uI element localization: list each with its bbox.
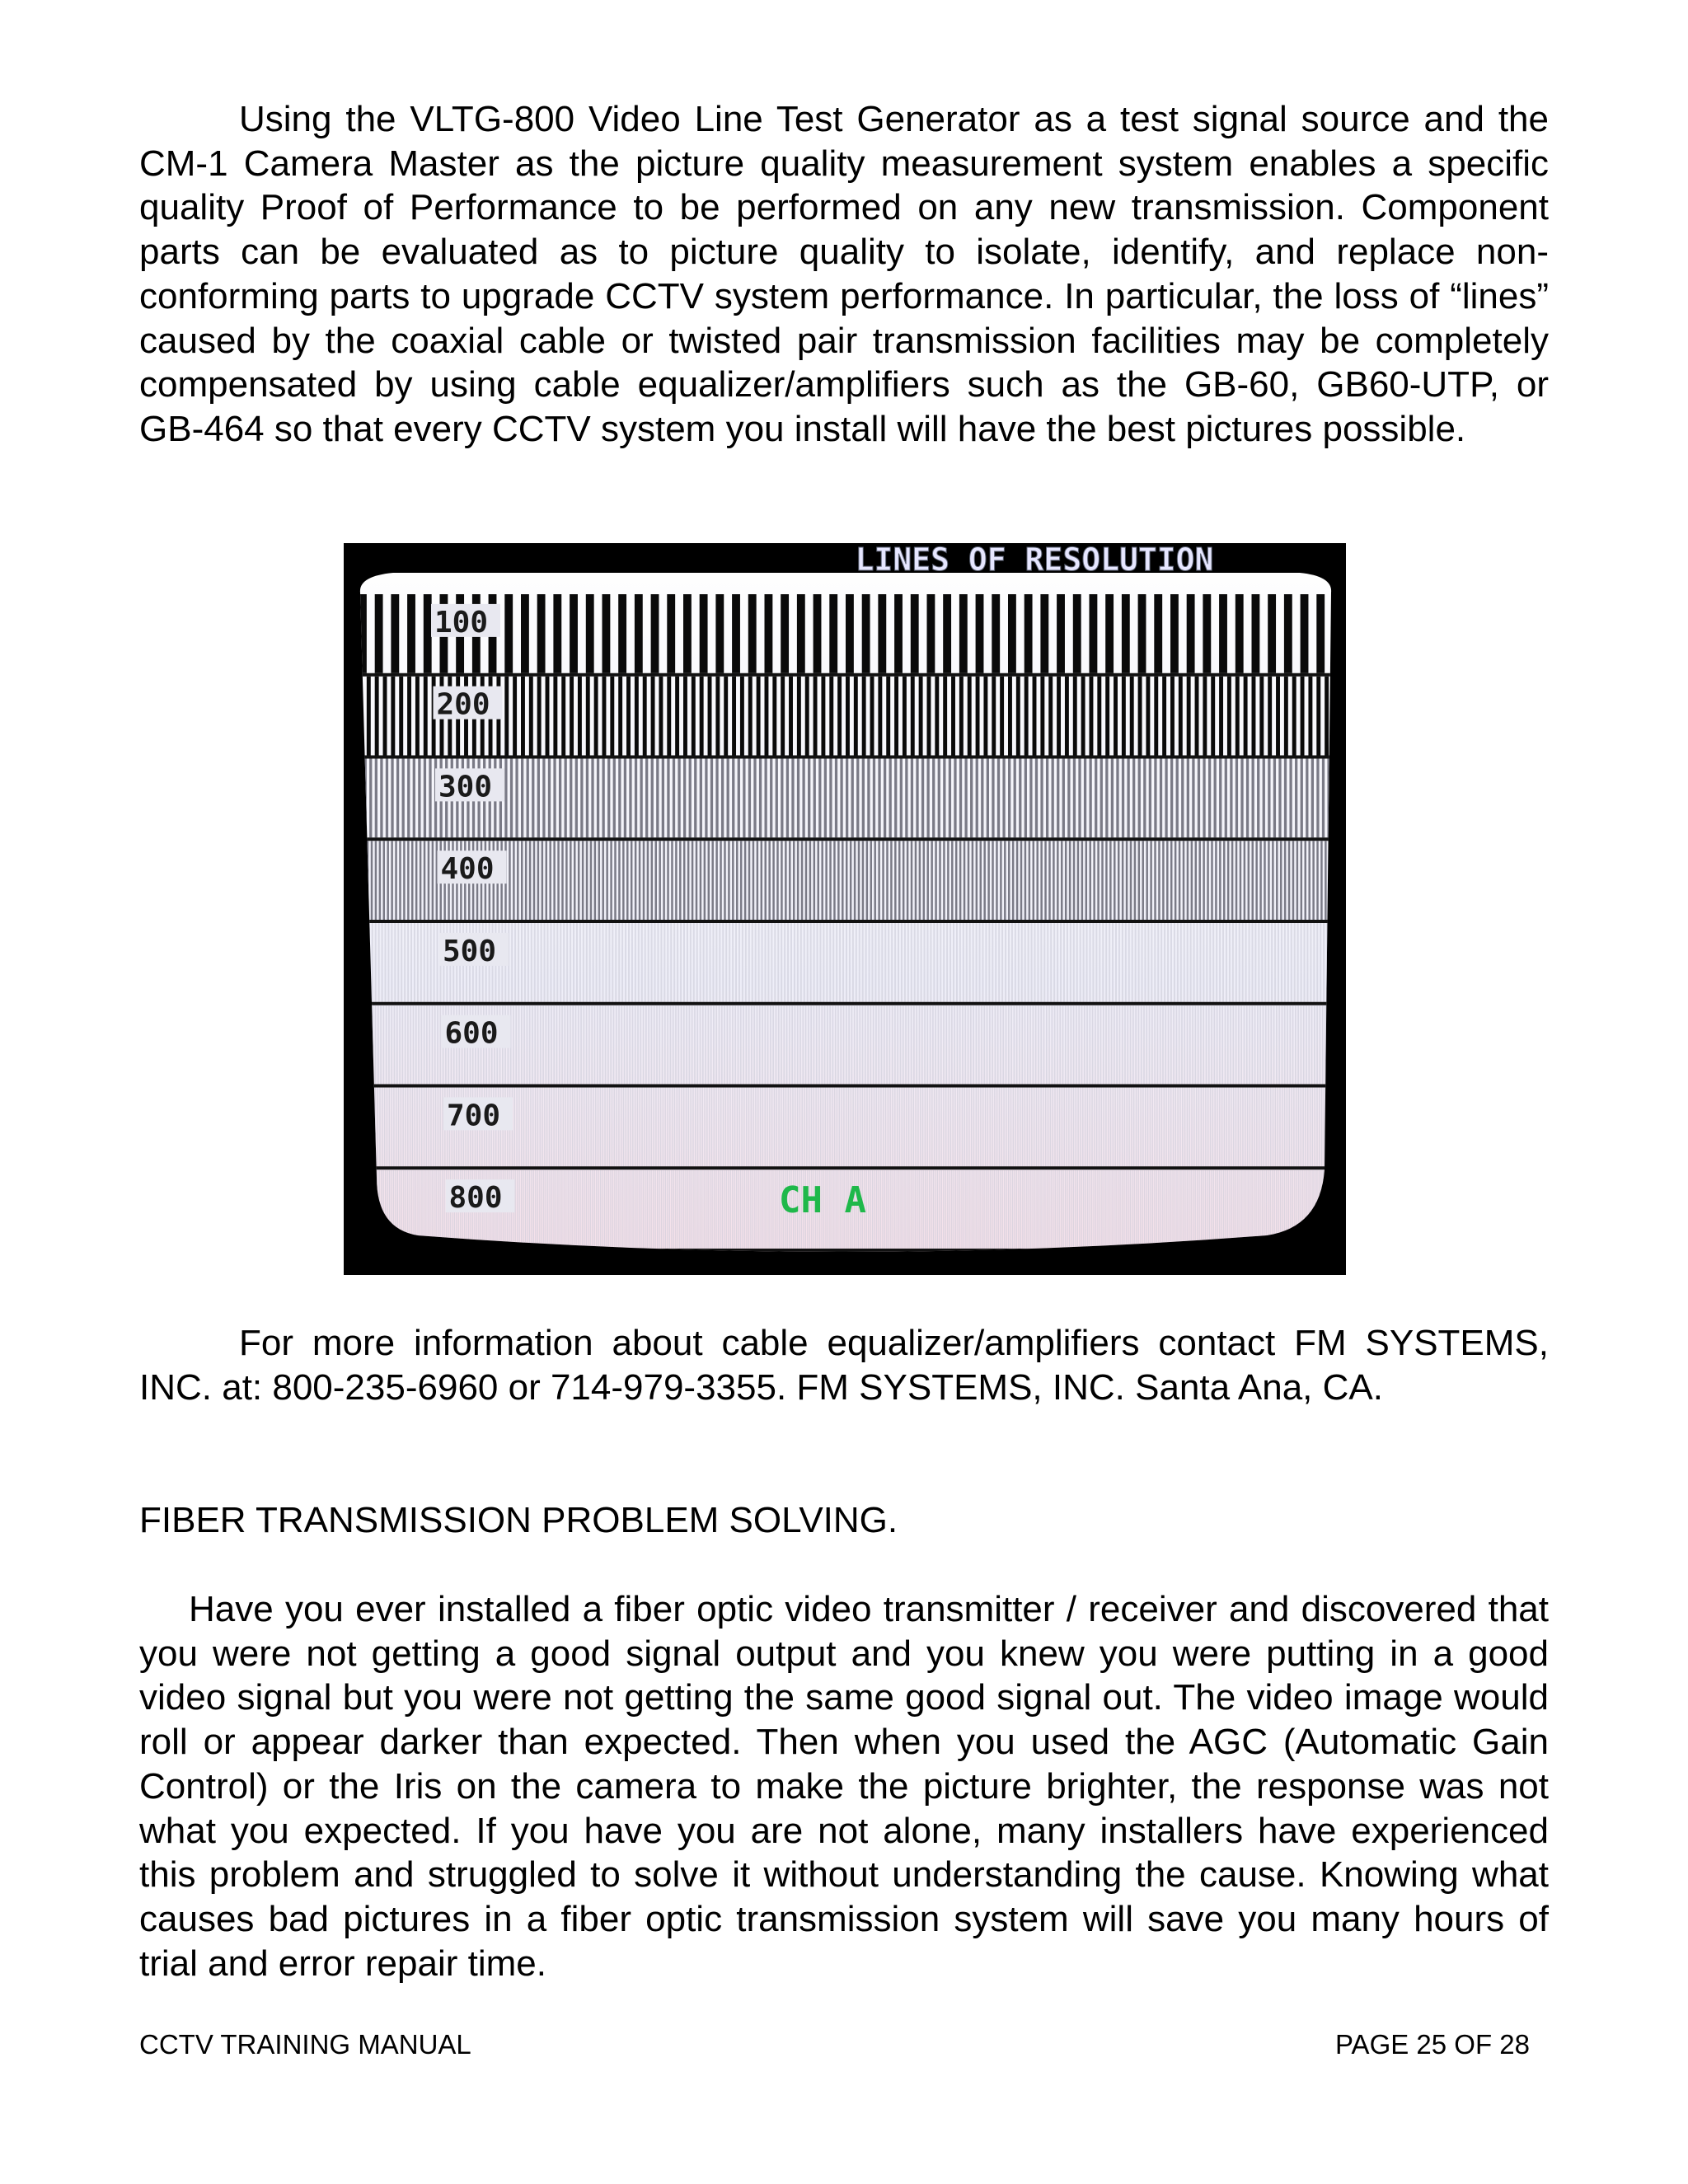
band-separator: [359, 1249, 1333, 1252]
fiber-section: [139, 1587, 1549, 1985]
channel-label: CH A: [779, 1179, 866, 1221]
band-separator: [359, 756, 1333, 759]
band-separator: [359, 673, 1333, 677]
section-heading: FIBER TRANSMISSION PROBLEM SOLVING.: [139, 1500, 898, 1540]
fiber-paragraph: Have you ever installed a fiber optic video transmitter / receiver and discovered that you were not getting a good signal output and you knew you were putting in a good video signal but you were not getting the same good signal out. The video image would roll or appear darker than expected. Then when you used the AGC (Automatic Gain Control) or the Iris on the camera to make the picture brighter, the response was not what you expected. If you have you are not alone, many installers have experienced this problem and struggled to solve it without understanding the cause. Knowing what causes bad pictures in a fiber optic transmission system will save you many hours of trial and error repair time.: [139, 1589, 1549, 1984]
band-label-500: 500: [443, 934, 497, 968]
band-label-700: 700: [447, 1099, 501, 1133]
intro-paragraph: Using the VLTG-800 Video Line Test Generator as a test signal source and the CM-1 Camera Master as the picture quality measurement system enables a specific quality Proof of Performance to be performed on any new transmission. Component parts can be evaluated as to picture quality to isolate, identify, and replace non-conforming parts to upgrade CCTV system performance. In particular, the loss of “lines” caused by the coaxial cable or twisted pair transmission facilities may be completely compensated by using cable equalizer/amplifiers such as the GB-60, GB60-UTP, or GB-464 so that every CCTV system you install will have the best pictures possible.: [139, 99, 1549, 449]
resolution-chart: [344, 543, 1346, 1275]
band-separator: [359, 920, 1333, 923]
band-label-200: 200: [436, 687, 490, 722]
band-separator: [359, 1002, 1333, 1005]
band-label-100: 100: [434, 605, 489, 640]
contact-section: [139, 1321, 1549, 1409]
band-label-400: 400: [440, 852, 495, 887]
page-number: PAGE 25 OF 28: [1335, 2029, 1530, 2060]
footer-title: CCTV TRAINING MANUAL: [139, 2029, 471, 2060]
band-label-600: 600: [444, 1016, 499, 1051]
figure-title: LINES OF RESOLUTION: [855, 543, 1214, 578]
resolution-test-figure: [344, 543, 1346, 1275]
band-separator: [359, 837, 1333, 841]
band-separator: [359, 1085, 1333, 1088]
page-footer: [139, 2029, 1530, 2060]
band-separator: [359, 1166, 1333, 1169]
intro-section: [139, 97, 1549, 452]
band-label-300: 300: [438, 770, 493, 804]
band-label-800: 800: [448, 1181, 503, 1216]
contact-paragraph: For more information about cable equalizer/amplifiers contact FM SYSTEMS, INC. at: 800-235-6960 or 714-979-3355. FM SYSTEMS, INC. Santa Ana, CA.: [139, 1323, 1549, 1408]
